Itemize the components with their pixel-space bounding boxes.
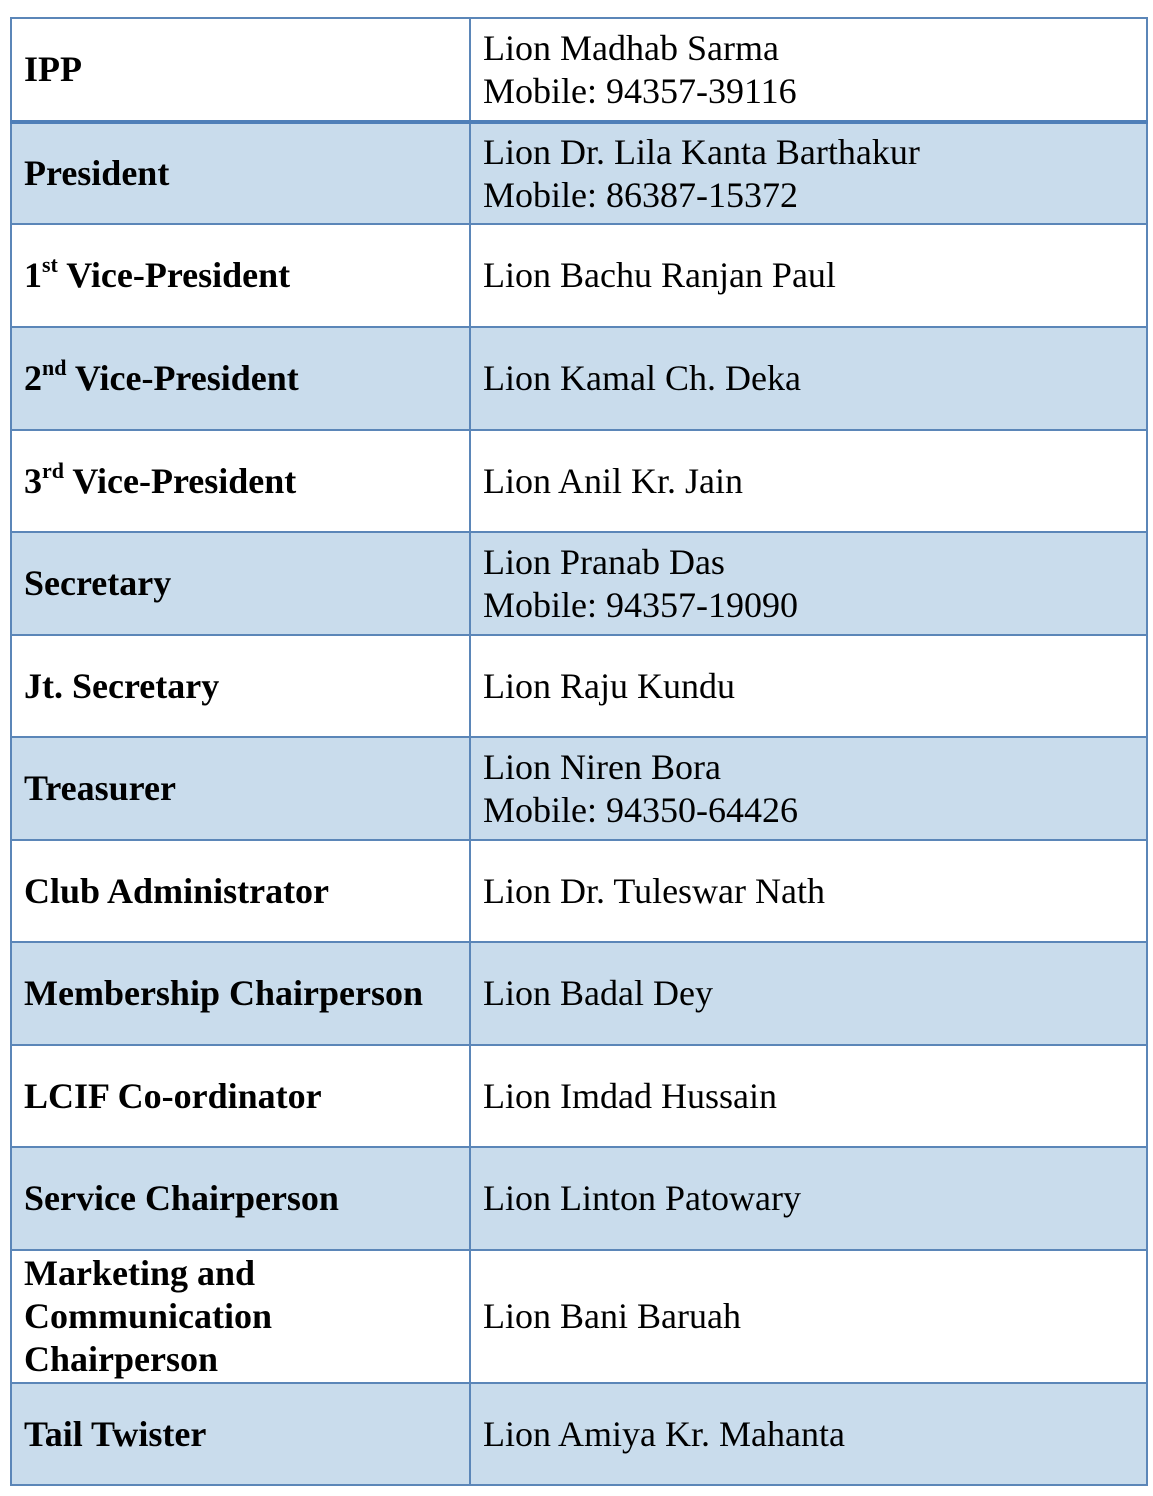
officer-role [24, 49, 82, 89]
officer-role-text: Jt. Secretary [24, 665, 220, 706]
officer-role-cell [11, 840, 470, 942]
officer-role-cell [11, 942, 470, 1045]
officer-role-cell [11, 1045, 470, 1147]
officer-role [24, 563, 171, 603]
officer-role-text: IPP [24, 49, 82, 89]
officer-name: Lion Dr. Lila Kanta Barthakur [483, 131, 920, 172]
officer-role [24, 666, 219, 706]
officer-role-cell [11, 122, 470, 224]
officer-role-title: Vice-President [66, 358, 299, 398]
officer-role-cell [11, 1147, 470, 1250]
officer-mobile: Mobile: 94357-19090 [483, 584, 798, 625]
officer-role-ordinal-suffix: rd [42, 457, 64, 483]
officer-row [11, 942, 1147, 1045]
officer-name-cell [470, 532, 1147, 635]
officer-name: Lion Anil Kr. Jain [483, 460, 743, 501]
officer-role-text: 1 [24, 255, 42, 295]
officer-name: Lion Kamal Ch. Deka [483, 358, 801, 398]
officer-role [24, 973, 423, 1013]
officer-role-cell [11, 532, 470, 635]
officer-role-ordinal-suffix: nd [42, 355, 67, 380]
officer-name-cell [470, 430, 1147, 532]
officer-role [24, 1252, 324, 1381]
officer-name-cell [470, 840, 1147, 942]
officer-role [24, 153, 169, 193]
officer-role-cell [11, 1383, 470, 1485]
officer-name-cell [470, 737, 1147, 840]
officer-mobile: Mobile: 86387-15372 [483, 174, 798, 215]
officer-row [11, 635, 1147, 737]
officer-name: Lion Pranab Das [483, 541, 725, 582]
officer-role-text: Tail Twister [24, 1413, 207, 1454]
officers-table-body [11, 18, 1147, 1485]
officer-row [11, 840, 1147, 942]
officer-name: Lion Bani Baruah [483, 1296, 741, 1336]
officer-name: Lion Raju Kundu [483, 665, 735, 706]
officer-role-text: Membership Chairperson [24, 973, 423, 1013]
officer-name-cell [470, 635, 1147, 737]
officer-name-cell [470, 122, 1147, 224]
officer-name-cell [470, 1147, 1147, 1250]
officer-role-text: Treasurer [24, 768, 176, 808]
officer-role [24, 252, 291, 295]
officer-role-cell [11, 1250, 470, 1383]
officer-row [11, 430, 1147, 532]
officer-role [24, 457, 297, 501]
officer-name: Lion Bachu Ranjan Paul [483, 255, 836, 295]
officer-name: Lion Dr. Tuleswar Nath [483, 870, 825, 911]
officer-role-cell [11, 18, 470, 122]
officer-role-text: Secretary [24, 563, 172, 603]
officer-role-title: Vice-President [64, 460, 297, 501]
officer-name-cell [470, 1045, 1147, 1147]
officer-role-cell [11, 430, 470, 532]
officer-role-text: 2 [24, 358, 42, 398]
officer-role [24, 871, 329, 911]
officer-name-cell [470, 18, 1147, 122]
officer-role-text: Service Chairperson [24, 1178, 339, 1218]
officer-name: Lion Amiya Kr. Mahanta [483, 1413, 845, 1454]
officer-name-cell [470, 224, 1147, 327]
officer-row [11, 18, 1147, 122]
officer-role [24, 1076, 322, 1116]
officer-row [11, 122, 1147, 224]
officer-row [11, 1250, 1147, 1383]
officer-role-cell [11, 327, 470, 430]
officer-role-title: Vice-President [57, 255, 291, 295]
officer-row [11, 327, 1147, 430]
officer-name: Lion Badal Dey [483, 973, 713, 1013]
officer-name: Lion Linton Patowary [483, 1178, 801, 1218]
officer-name: Lion Imdad Hussain [483, 1075, 777, 1116]
officer-role-text: Club Administrator [24, 870, 330, 911]
officer-mobile: Mobile: 94357-39116 [483, 70, 797, 111]
officer-row [11, 737, 1147, 840]
officer-row [11, 1147, 1147, 1250]
officer-name-cell [470, 1250, 1147, 1383]
officer-role-text: 3 [24, 460, 42, 501]
officers-table [10, 17, 1148, 1486]
officer-role-cell [11, 635, 470, 737]
officer-row [11, 224, 1147, 327]
officer-role-ordinal-suffix: st [42, 252, 58, 277]
officer-row [11, 1045, 1147, 1147]
officer-role-text: President [24, 153, 170, 193]
officer-role [24, 1178, 339, 1218]
officer-role [24, 1414, 206, 1454]
officer-role-cell [11, 224, 470, 327]
officer-role [24, 768, 176, 808]
officer-role-cell [11, 737, 470, 840]
officer-name-cell [470, 1383, 1147, 1485]
officer-name: Lion Madhab Sarma [483, 27, 779, 68]
officer-role-text: Marketing and Communication Chairperson [24, 1253, 273, 1379]
officer-row [11, 532, 1147, 635]
officer-name-cell [470, 327, 1147, 430]
officer-role-text: LCIF Co-ordinator [24, 1075, 322, 1116]
officer-name: Lion Niren Bora [483, 746, 721, 787]
officer-mobile: Mobile: 94350-64426 [483, 789, 798, 830]
officer-row [11, 1383, 1147, 1485]
officer-name-cell [470, 942, 1147, 1045]
officer-role [24, 355, 299, 398]
